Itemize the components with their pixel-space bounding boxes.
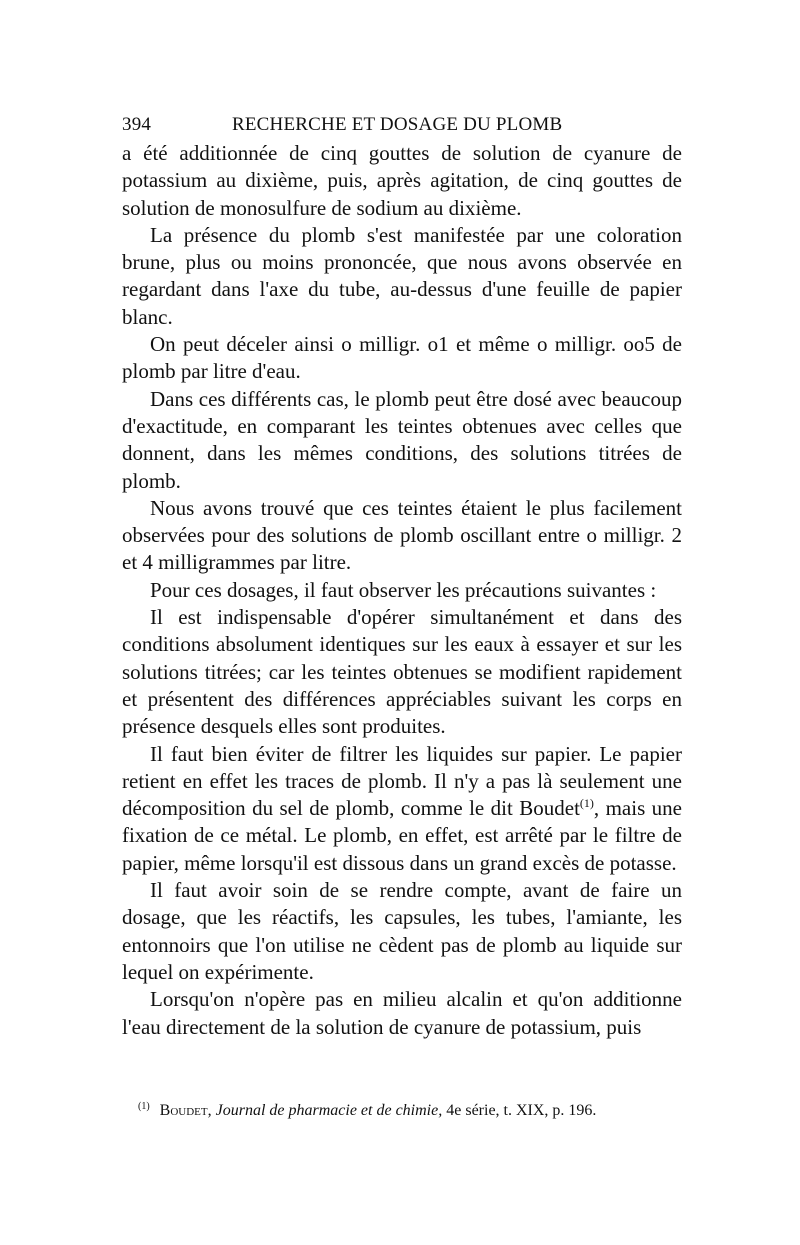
paragraph: Dans ces différents cas, le plomb peut être dosé avec beaucoup d'exactitude, en comparant les teintes obtenues avec celles que donnent, dans les mêmes conditions, des solutions titrées de plomb.: [122, 386, 682, 493]
body-text: [122, 140, 682, 1041]
footnote-journal: Journal de pharmacie et de chimie,: [215, 1102, 443, 1119]
running-header: [122, 110, 682, 140]
paragraph: La présence du plomb s'est manifestée par une coloration brune, plus ou moins prononcée, que nous avons observée en regardant dans l'axe du tube, au-dessus d'une feuille de papier blanc.: [122, 222, 682, 329]
paragraph: Nous avons trouvé que ces teintes étaient le plus facilement observées pour des solutions de plomb oscillant entre o milligr. 2 et 4 milligrammes par litre.: [122, 495, 682, 575]
page-number: 394: [122, 114, 152, 135]
paragraph: a été additionnée de cinq gouttes de solution de cyanure de potassium au dixième, puis, après agitation, de cinq gouttes de solution de monosulfure de sodium au dixième.: [122, 141, 682, 220]
paragraph: On peut déceler ainsi o milligr. o1 et même o milligr. oo5 de plomb par litre d'eau.: [122, 332, 682, 384]
paragraph-text: Il faut bien éviter de filtrer les liquides sur papier. Le papier retient en effet les traces de plomb. Il n'y a pas là seulement une décomposition du sel de plomb, comme le dit Boudet: [122, 741, 682, 821]
footnote-mark: (1): [138, 1100, 150, 1112]
footnote-details: 4e série, t. XIX, p. 196.: [446, 1102, 597, 1119]
footnote-reference[interactable]: (1): [579, 796, 594, 811]
footnote: [138, 1100, 678, 1122]
running-title: RECHERCHE ET DOSAGE DU PLOMB: [232, 114, 563, 135]
paragraph-text: , mais une fixation de ce métal. Le plomb, en effet, est arrêté par le filtre de papier, même lorsqu'il est dissous dans un grand excès de potasse.: [122, 796, 682, 875]
paragraph: Il est indispensable d'opérer simultanément et dans des conditions absolument identiques sur les eaux à essayer et sur les solutions titrées; car les teintes obtenues se modifient rapidement et présentent des différences appréciables suivant les corps en présence desquels elles sont produites.: [122, 605, 682, 739]
paragraph: Lorsqu'on n'opère pas en milieu alcalin et qu'on additionne l'eau directement de la solution de cyanure de potassium, puis: [122, 987, 682, 1039]
paragraph: Pour ces dosages, il faut observer les précautions suivantes :: [150, 577, 657, 602]
paragraph: [122, 741, 682, 877]
page: [122, 110, 682, 1041]
footnote-author: Boudet,: [159, 1102, 212, 1119]
paragraph: Il faut avoir soin de se rendre compte, avant de faire un dosage, que les réactifs, les capsules, les tubes, l'amiante, les entonnoirs que l'on utilise ne cèdent pas de plomb au liquide sur lequel on expérimente.: [122, 878, 682, 984]
